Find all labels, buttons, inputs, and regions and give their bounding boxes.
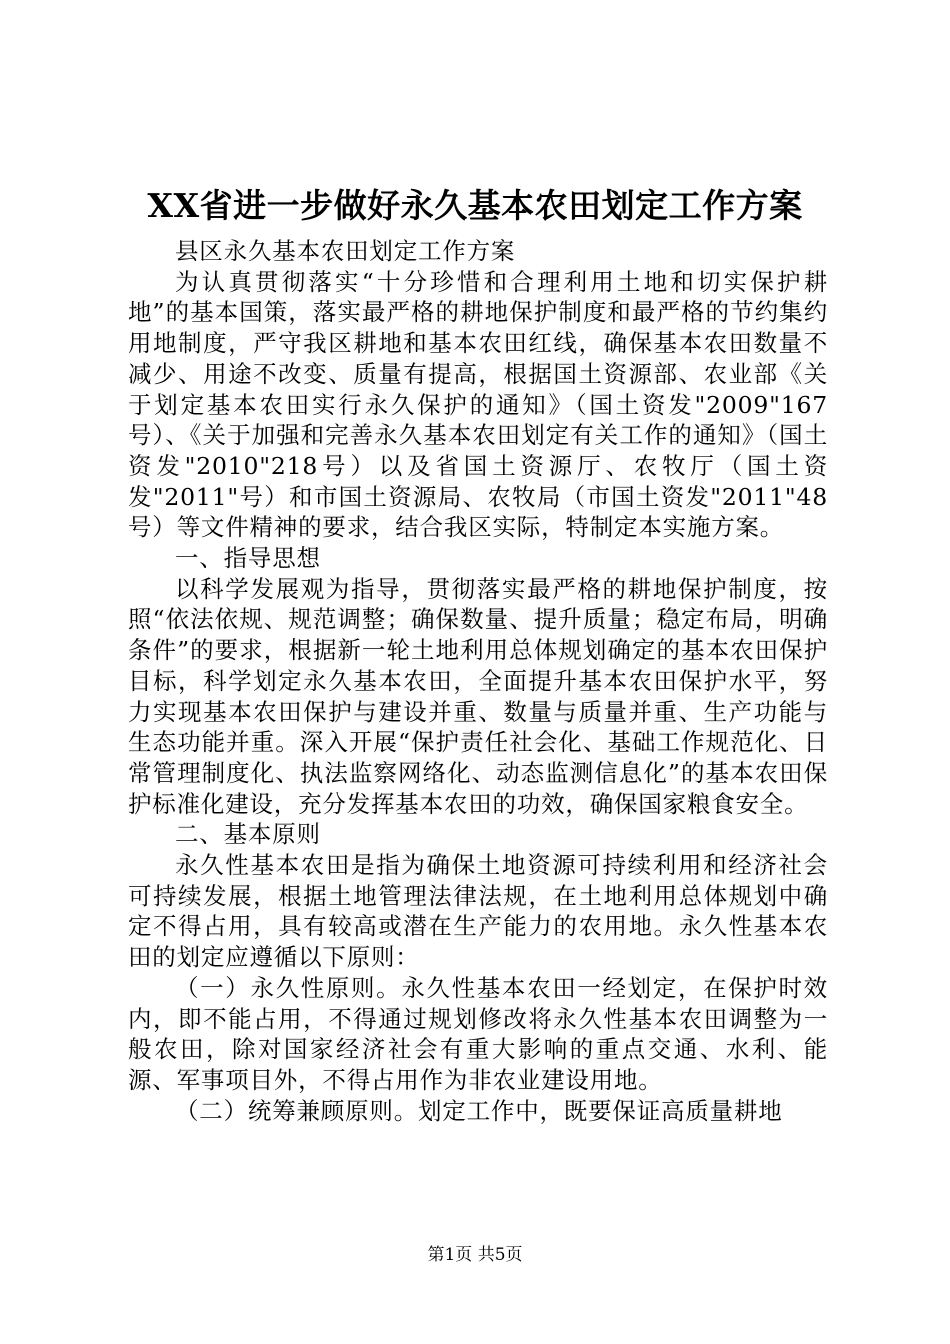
page-total: 共5页 [477, 1245, 523, 1265]
paragraph-principle-coordination: （二）统筹兼顾原则。划定工作中，既要保证高质量耕地 [175, 1096, 783, 1125]
page-footer [0, 1243, 950, 1267]
section-heading-basic-principles: 二、基本原则 [175, 820, 321, 849]
document-body [128, 236, 828, 1126]
document-subtitle: 县区永久基本农田划定工作方案 [175, 237, 516, 265]
paragraph-intro: 为认真贯彻落实“十分珍惜和合理利用土地和切实保护耕地”的基本国策，落实最严格的耕地保护制度和最严格的节约集约用地制度，严守我区耕地和基本农田红线，确保基本农田数量不减少、用途不改变、质量有提高，根据国土资源部、农业部《关于划定基本农田实行永久保护的通知》（国土资发"2009"167号）、《关于加强和完善永久基本农田划定有关工作的通知》（国土资发"2010"218号）以及省国土资源厅、农牧厅（国土资发"2011"号）和市国土资源局、农牧局（市国土资发"2011"48号）等文件精神的要求，结合我区实际，特制定本实施方案。 [128, 267, 828, 542]
paragraph-basic-principles: 永久性基本农田是指为确保土地资源可持续利用和经济社会可持续发展，根据土地管理法律法规，在土地利用总体规划中确定不得占用，具有较高或潜在生产能力的农用地。永久性基本农田的划定应遵循以下原则： [128, 851, 828, 972]
paragraph-principle-permanence: （一）永久性原则。永久性基本农田一经划定，在保护时效内，即不能占用，不得通过规划修改将永久性基本农田调整为一般农田，除对国家经济社会有重大影响的重点交通、水利、能源、军事项目外，不得占用作为非农业建设用地。 [128, 973, 828, 1094]
paragraph-guiding-thought: 以科学发展观为指导，贯彻落实最严格的耕地保护制度，按照“依法依规、规范调整；确保数量、提升质量；稳定布局，明确条件”的要求，根据新一轮土地利用总体规划确定的基本农田保护目标，科学划定永久基本农田，全面提升基本农田保护水平，努力实现基本农田保护与建设并重、数量与质量并重、生产功能与生态功能并重。深入开展“保护责任社会化、基础工作规范化、日常管理制度化、执法监察网络化、动态监测信息化”的基本农田保护标准化建设，充分发挥基本农田的功效，确保国家粮食安全。 [128, 574, 828, 818]
page-number: 第1页 [427, 1245, 473, 1265]
section-heading-guiding-thought: 一、指导思想 [175, 544, 321, 573]
document-title: XX省进一步做好永久基本农田划定工作方案 [147, 186, 803, 225]
